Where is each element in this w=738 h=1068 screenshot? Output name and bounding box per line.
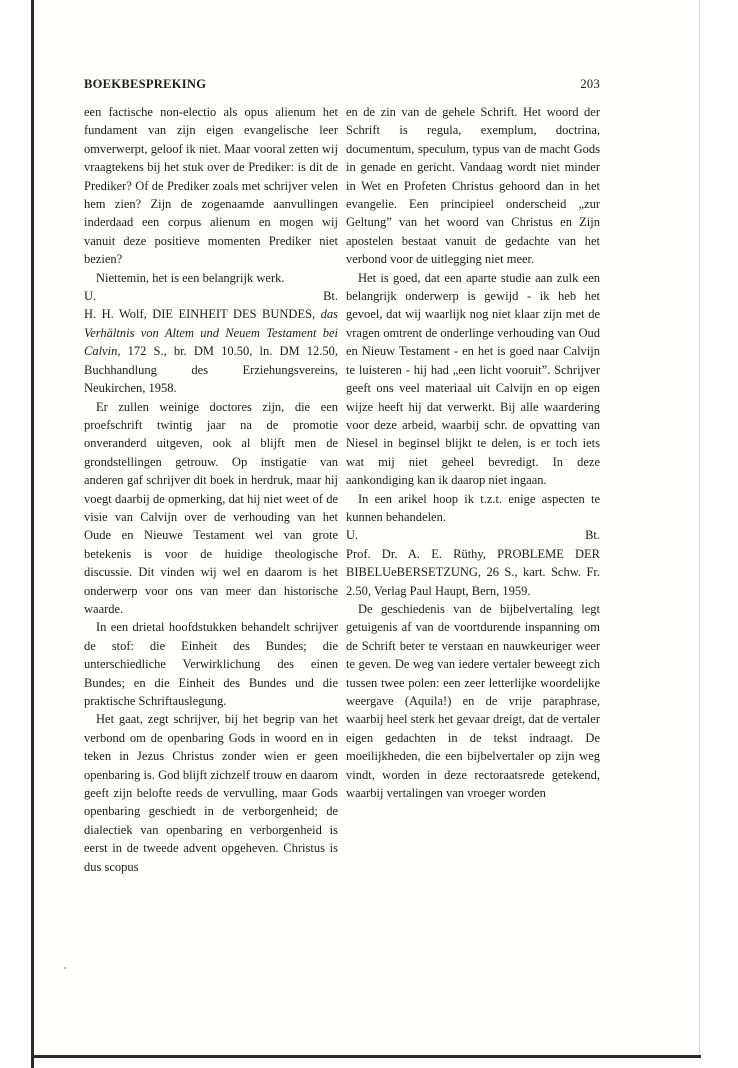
paragraph: Het is goed, dat een aparte studie aan zulk een belangrijk onderwerp is gewijd - ik heb het gevoel, dat wij waarlijk nog niet klaar zijn met de vragen omtrent de onderlinge verhouding van Oud en Nieuw Testament - en het is goed naar Calvijn te luisteren - hij had „een licht vooruit”. Schrijver geeft ons veel materiaal uit Calvijn en op eigen wijze heeft hij dat verwerkt. Bij alle waardering voor deze arbeid, waarbij schr. de opvatting van Niesel in beginsel blijkt te delen, is er toch iets wat mij niet geheel bevredigt. In deze aankondiging kan ik daarop niet ingaan. <box>346 270 600 488</box>
signature-author: Bt. <box>323 289 338 304</box>
paragraph: en de zin van de gehele Schrift. Het woord der Schrift is regula, exemplum, doctrina, documentum, speculum, typus van de macht Gods in genade en gericht. Vandaag wordt niet minder in Wet en Profeten Christus gehoord dan in het evangelie. Een principieel onderscheid „zur Geltung” van het woord van Christus en Zijn apostelen bestaat vanuit de gedachte van het verbond voor de uitlegging niet meer. <box>346 105 600 267</box>
paragraph: In een drietal hoofdstukken behandelt schrijver de stof: die Einheit des Bundes; die unterschiedliche Verwirklichung des einen Bundes; en die Einheit des Bundes und die praktische Schriftauslegung. <box>84 620 338 708</box>
signature-initial: U. <box>346 528 359 543</box>
paragraph: Het gaat, zegt schrijver, bij het begrip van het verbond om de openbaring Gods in woord en in teken in Jezus Christus zonder wien er geen openbaring is. God blijft zichzelf trouw en daarom geeft zijn belofte reeds de vervulling, maar Gods openbaring geschiedt in de verborgenheid; de dialectiek van openbaring en verborgenheid is eerst in de tweede advent opgeheven. Christus is dus scopus <box>84 712 338 874</box>
paragraph: Niettemin, het is een belangrijk werk. <box>96 270 285 285</box>
scan-edge-right <box>699 0 700 1058</box>
bibliographic-entry <box>84 305 338 397</box>
running-head <box>84 77 600 95</box>
paragraph: In een arikel hoop ik t.z.t. enige aspecten te kunnen behandelen. <box>346 491 600 524</box>
paragraph: Er zullen weinige doctores zijn, die een proefschrift twintig jaar na de promotie onveranderd uitgeven, ook al blijft men de grondstellingen getrouw. Op instigatie van anderen gaf schrijver dit boek in herdruk, maar hij voegt daarbij de opmerking, dat hij niet weet of de visie van Calvijn over de verhouding van het Oude en Nieuwe Testament wel van grote betekenis is voor de huidige theologische discussie. Dit vinden wij wel en daarom is het onderwerp voor ons van meer dan historische waarde. <box>84 399 338 616</box>
signature-initial: U. <box>84 289 97 304</box>
bib-details: 172 S., br. DM 10.50, ln. DM 12.50, Buchhandlung des Erziehungsvereins, Neukirchen, 1958. <box>84 344 338 396</box>
signature-author: Bt. <box>585 528 600 543</box>
left-column <box>84 103 338 876</box>
review-signature <box>346 526 600 544</box>
page-number: 203 <box>580 77 600 91</box>
right-column <box>346 103 600 802</box>
scan-border-bottom <box>31 1055 701 1058</box>
bibliographic-entry: Prof. Dr. A. E. Rüthy, PROBLEME DER BIBELUeBERSETZUNG, 26 S., kart. Schw. Fr. 2.50, Verlag Paul Haupt, Bern, 1959. <box>346 546 600 598</box>
paragraph: een factische non-electio als opus alienum het fundament van zijn eigen evangelische leer omverwerpt, geloof ik niet. Maar vooral zetten wij vraagtekens bij het stuk over de Prediker: is dit de Prediker? Of de Prediker zoals met schrijver velen hem zien? Zijn de zogenaamde aanvullingen inderdaad een corpus alienum en mogen wij vanuit deze positieve momenten Prediker niet bezien? <box>84 105 338 267</box>
bib-author-title: H. H. Wolf, DIE EINHEIT DES BUNDES, <box>84 307 316 322</box>
paragraph: De geschiedenis van de bijbelvertaling legt getuigenis af van de voortdurende inspanning om de Schrift beter te verstaan en nauwkeuriger weer te geven. De weg van iedere vertaler beweegt zich tussen twee polen: een zeer letterlijke woordelijke weergave (Aquila!) en de vrije paraphrase, waarbij heel sterk het gevaar dreigt, dat de vertaler eigen gedachten in de tekst indraagt. De moeilijkheden, die een bijbelvertaler op zijn weg vindt, worden in deze rectoraatsrede getekend, waarbij vertalingen van vroeger worden <box>346 601 600 801</box>
bib-subtitle: das Verhältnis von Altem und Neuem Testament bei Calvin, <box>84 307 338 359</box>
review-signature <box>84 287 338 305</box>
margin-speck <box>64 967 66 969</box>
running-title: BOEKBESPREKING <box>84 77 207 91</box>
